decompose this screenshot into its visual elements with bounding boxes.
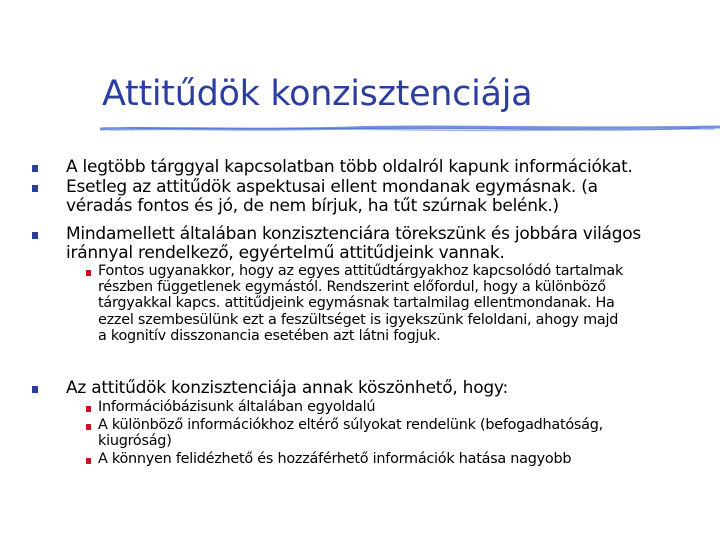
sub-bullet-text: tárgyakkal kapcs. attitűdjeink egymásnak tartalmilag ellentmondanak. Ha — [98, 295, 615, 312]
sub-bullet-text: A különböző információkhoz eltérő súlyokat rendelünk (befogadhatóság, — [98, 417, 603, 433]
sub-bullet-text: Információbázisunk általában egyoldalú — [98, 399, 376, 415]
bullet-marker — [32, 185, 38, 192]
title-underline — [100, 124, 720, 134]
slide-title: Attitűdök konzisztenciája — [102, 74, 533, 114]
sub-bullet-item — [98, 399, 375, 415]
bullet-item — [66, 379, 508, 398]
sub-bullet-marker — [86, 270, 91, 276]
sub-bullet-text: kiugróság) — [98, 433, 172, 450]
bullet-marker — [32, 232, 38, 239]
sub-bullet-text: ezzel szembesülünk ezt a feszültséget is igyekszünk feloldani, ahogy majd — [98, 311, 619, 328]
sub-bullet-text: A könnyen felidézhető és hozzáférhető információk hatása nagyobb — [98, 451, 572, 467]
bullet-text: véradás fontos és jó, de nem bírjuk, ha tűt szúrnak belénk.) — [66, 196, 559, 217]
bullet-marker — [32, 386, 38, 393]
bullet-text: Esetleg az attitűdök aspektusai ellent mondanak egymásnak. (a — [66, 177, 598, 197]
sub-bullet-marker — [86, 424, 91, 430]
bullet-marker — [32, 165, 38, 172]
bullet-item — [66, 178, 598, 217]
sub-bullet-text: részben függetlenek egymástól. Rendszerint előfordul, hogy a különböző — [98, 279, 606, 296]
sub-bullet-marker — [86, 458, 91, 464]
bullet-text: iránnyal rendelkező, egyértelmű attitűdjeink vannak. — [66, 243, 505, 264]
bullet-item — [66, 225, 641, 264]
sub-bullet-text: Fontos ugyanakkor, hogy az egyes attitűdtárgyakhoz kapcsolódó tartalmak — [98, 263, 624, 279]
bullet-text: Mindamellett általában konzisztenciára törekszünk és jobbára világos — [66, 224, 642, 244]
sub-bullet-item — [98, 263, 623, 344]
sub-bullet-text: a kognitív disszonancia esetében azt látni fogjuk. — [98, 327, 441, 344]
bullet-text: Az attitűdök konzisztenciája annak köszönhető, hogy: — [66, 378, 508, 398]
bullet-text: A legtöbb tárggyal kapcsolatban több oldalról kapunk információkat. — [66, 157, 633, 177]
bullet-item — [66, 158, 633, 177]
sub-bullet-item — [98, 417, 603, 449]
sub-bullet-marker — [86, 406, 91, 412]
sub-bullet-item — [98, 451, 571, 467]
